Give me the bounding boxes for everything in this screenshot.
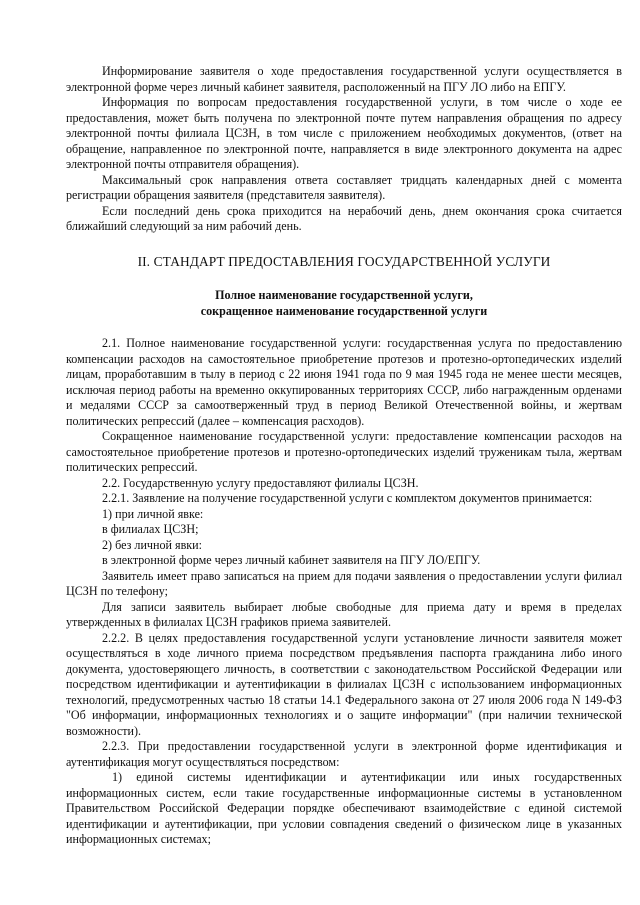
list-item-remote: 2) без личной явки: xyxy=(102,537,202,552)
paragraph-2-2-3: 2.2.3. При предоставлении государственной услуги в электронной форме идентификация и аутентификация могут осуществляться посредством: xyxy=(66,739,622,769)
subheading-line-2: сокращенное наименование государственной услуги xyxy=(200,303,488,318)
subheading-line-1: Полное наименование государственной услуги, xyxy=(215,288,473,302)
paragraph-max-term: Максимальный срок направления ответа составляет тридцать календарных дней с момента регистрации обращения заявителя (представителя заявителя). xyxy=(66,172,622,202)
paragraph-2-1: 2.1. Полное наименование государственной услуги: государственная услуга по предоставлению компенсации расходов на самостоятельное приобретение протезов и протезно-ортопедических изделий лицам, проработавшим в тылу в период с 22 июня 1941 года по 9 мая 1945 года не менее шести месяцев, исключая период работы на временно оккупированных территориях СССР, либо награжденным орденами и медалями СССР за самоотверженный труд в период Великой Отечественной войны, и жертвам политических репрессий (далее – компенсация расходов). xyxy=(66,336,622,428)
paragraph-esia: 1) единой системы идентификации и аутентификации или иных государственных информационных систем, если такие государственные информационные системы в установленном Правительством Российской Федерации порядке обеспечивают взаимодействие с единой системой идентификации и аутентификации, при условии совпадения сведений о физическом лице в указанных информационных системах; xyxy=(66,770,622,846)
list-item-in-person: 1) при личной явке: xyxy=(102,506,204,521)
paragraph-email-info: Информация по вопросам предоставления государственной услуги, в том числе о ходе ее предоставления, может быть получена по электронной почте путем направления обращения по адресу электронной почты филиала ЦСЗН, в том числе с приложением необходимых документов, (ответ на обращение, направленное по электронной почте, направляется в виде электронного документа на адрес электронной почты отправителя обращения). xyxy=(66,95,622,171)
section-title: II. СТАНДАРТ ПРЕДОСТАВЛЕНИЯ ГОСУДАРСТВЕННОЙ УСЛУГИ xyxy=(137,253,551,269)
paragraph-informing: Информирование заявителя о ходе предоставления государственной услуги осуществляется в электронной форме через личный кабинет заявителя, расположенный на ПГУ ЛО либо на ЕПГУ. xyxy=(66,64,622,94)
paragraph-appointment-choice: Для записи заявитель выбирает любые свободные для приема дату и время в пределах утвержденных в филиалах ЦСЗН графиков приема заявителей. xyxy=(66,599,622,629)
paragraph-2-2-1: 2.2.1. Заявление на получение государственной услуги с комплектом документов принимается: xyxy=(102,491,593,505)
list-item-electronic: в электронной форме через личный кабинет заявителя на ПГУ ЛО/ЕПГУ. xyxy=(102,553,481,567)
paragraph-phone-appointment: Заявитель имеет право записаться на прием для подачи заявления о предоставлении услуги филиал ЦСЗН по телефону; xyxy=(66,568,622,598)
paragraph-2-2: 2.2. Государственную услугу предоставляют филиалы ЦСЗН. xyxy=(102,475,419,490)
document-page xyxy=(66,64,622,848)
paragraph-holiday-rule: Если последний день срока приходится на нерабочий день, днем окончания срока считается ближайший следующий за ним рабочий день. xyxy=(66,203,622,233)
list-item-branches: в филиалах ЦСЗН; xyxy=(102,522,199,536)
paragraph-2-2-2: 2.2.2. В целях предоставления государственной услуги установление личности заявителя может осуществляться в ходе личного приема посредством предъявления паспорта гражданина либо иного документа, удостоверяющего личность, в соответствии с законодательством Российской Федерации или посредством идентификации и аутентификации в филиалах ЦСЗН с использованием информационных технологий, предусмотренных частью 18 статьи 14.1 Федерального закона от 27 июля 2006 года N 149-ФЗ "Об информации, информационных технологиях и о защите информации" (при наличии технической возможности). xyxy=(66,630,622,738)
paragraph-short-name: Сокращенное наименование государственной услуги: предоставление компенсации расходов на самостоятельное приобретение протезов и протезно-ортопедических изделий труженикам тыла, жертвам политических репрессий. xyxy=(66,429,622,474)
